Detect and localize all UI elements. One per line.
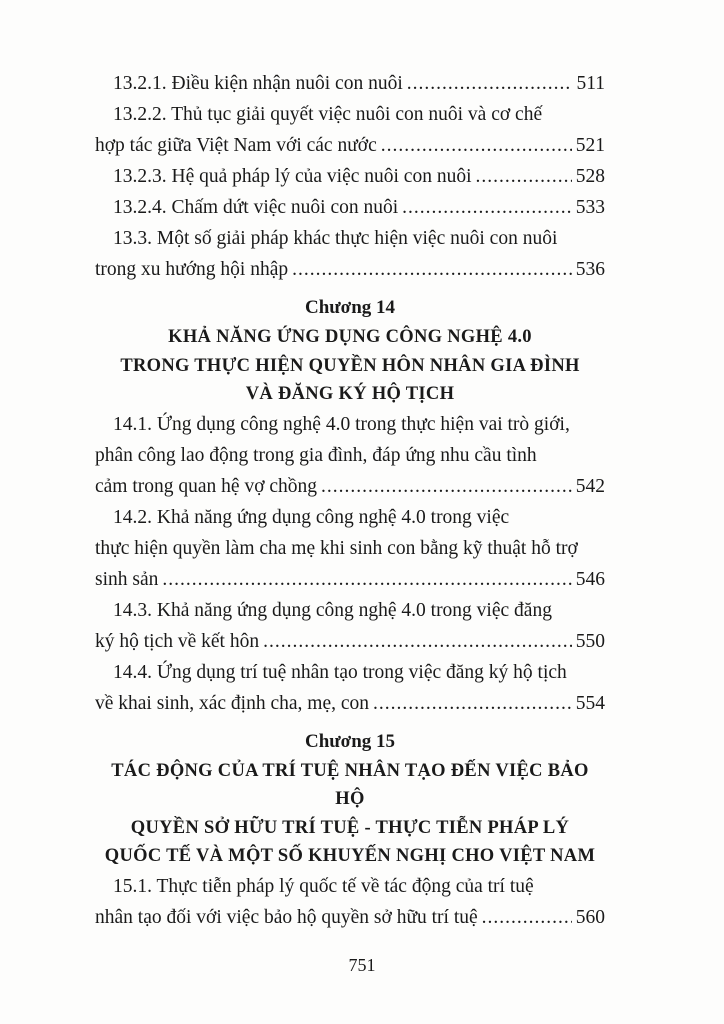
toc-entry [95, 68, 605, 99]
toc-section-15 [95, 871, 605, 933]
toc-entry [95, 657, 605, 719]
toc-entry-final-line [95, 68, 605, 99]
chapter-title-line: TÁC ĐỘNG CỦA TRÍ TUỆ NHÂN TẠO ĐẾN VIỆC BẢO HỘ [111, 760, 589, 809]
chapter-15-heading [95, 727, 605, 871]
toc-entry-text: 13.2.1. Điều kiện nhận nuôi con nuôi [113, 73, 403, 94]
toc-section-14 [95, 409, 605, 719]
toc-entry-final-line [95, 471, 605, 502]
toc-entry [95, 595, 605, 657]
toc-entry-line: phân công lao động trong gia đình, đáp ứng nhu cầu tình [95, 444, 537, 466]
chapter-number: Chương 15 [304, 730, 396, 752]
dot-leader [482, 902, 572, 933]
toc-page-number: 528 [575, 166, 605, 187]
toc-page-number: 546 [575, 568, 605, 590]
chapter-number: Chương 14 [304, 297, 396, 318]
toc-entry [95, 502, 605, 595]
dot-leader [476, 161, 572, 192]
toc-entry-line: 14.3. Khả năng ứng dụng công nghệ 4.0 trong việc đăng [113, 599, 552, 621]
toc-entry-final-line [95, 902, 605, 933]
toc-entry [95, 161, 605, 192]
toc-entry-text: ký hộ tịch về kết hôn [95, 630, 260, 652]
toc-entry-text: 13.2.4. Chấm dứt việc nuôi con nuôi [113, 197, 399, 218]
toc-entry-final-line [95, 688, 605, 719]
toc-entry [95, 871, 605, 933]
dot-leader [162, 564, 571, 595]
toc-entry-final-line [95, 192, 605, 223]
toc-entry-text: nhân tạo đối với việc bảo hộ quyền sở hữu trí tuệ [95, 906, 478, 928]
toc-entry-line: 13.3. Một số giải pháp khác thực hiện việc nuôi con nuôi [113, 228, 558, 249]
dot-leader [321, 471, 572, 502]
toc-entry [95, 192, 605, 223]
toc-page-number: 521 [575, 135, 605, 156]
toc-entry-line: 14.1. Ứng dụng công nghệ 4.0 trong thực hiện vai trò giới, [113, 413, 570, 435]
page-number: 751 [348, 955, 376, 975]
toc-page-number: 560 [575, 906, 605, 928]
toc-entry-text: trong xu hướng hội nhập [95, 259, 289, 280]
toc-page-number: 550 [575, 630, 605, 652]
toc-entry [95, 223, 605, 285]
toc-entry-text: hợp tác giữa Việt Nam với các nước [95, 135, 377, 156]
toc-entry-text: về khai sinh, xác định cha, mẹ, con [95, 692, 369, 714]
chapter-title-line: QUYỀN SỞ HỮU TRÍ TUỆ - THỰC TIỄN PHÁP LÝ [130, 817, 570, 838]
dot-leader [263, 626, 572, 657]
toc-entry-line: 15.1. Thực tiễn pháp lý quốc tế về tác động của trí tuệ [113, 875, 534, 897]
toc-entry-text: sinh sản [95, 568, 159, 590]
toc-page-number: 542 [575, 475, 605, 497]
chapter-title-line: QUỐC TẾ VÀ MỘT SỐ KHUYẾN NGHỊ CHO VIỆT NAM [104, 846, 596, 866]
toc-entry-text: 13.2.3. Hệ quả pháp lý của việc nuôi con nuôi [113, 166, 472, 187]
toc-entry-text: cảm trong quan hệ vợ chồng [95, 475, 318, 497]
table-of-contents [95, 68, 605, 933]
toc-entry-line: 14.4. Ứng dụng trí tuệ nhân tạo trong việc đăng ký hộ tịch [113, 661, 567, 683]
chapter-title-line: TRONG THỰC HIỆN QUYỀN HÔN NHÂN GIA ĐÌNH [120, 355, 580, 376]
toc-page-number: 533 [575, 197, 605, 218]
chapter-title-line: VÀ ĐĂNG KÝ HỘ TỊCH [245, 384, 455, 404]
toc-page-number: 554 [575, 692, 605, 714]
toc-entry-line: thực hiện quyền làm cha mẹ khi sinh con bằng kỹ thuật hỗ trợ [95, 537, 578, 559]
toc-page-number: 536 [575, 259, 605, 280]
dot-leader [381, 130, 572, 161]
dot-leader [402, 192, 572, 223]
toc-entry-final-line [95, 130, 605, 161]
toc-entry [95, 409, 605, 502]
toc-entry-final-line [95, 626, 605, 657]
toc-entry-line: 14.2. Khả năng ứng dụng công nghệ 4.0 trong việc [113, 506, 510, 528]
dot-leader [292, 254, 572, 285]
chapter-14-heading [95, 293, 605, 409]
toc-page-number: 511 [576, 73, 605, 94]
dot-leader [373, 688, 572, 719]
toc-entry-line: 13.2.2. Thủ tục giải quyết việc nuôi con nuôi và cơ chế [113, 104, 543, 125]
toc-entry-final-line [95, 564, 605, 595]
toc-entry-final-line [95, 161, 605, 192]
toc-section-13 [95, 68, 605, 285]
toc-entry-final-line [95, 254, 605, 285]
dot-leader [407, 68, 573, 99]
toc-entry [95, 99, 605, 161]
chapter-title-line: KHẢ NĂNG ỨNG DỤNG CÔNG NGHỆ 4.0 [168, 327, 532, 347]
